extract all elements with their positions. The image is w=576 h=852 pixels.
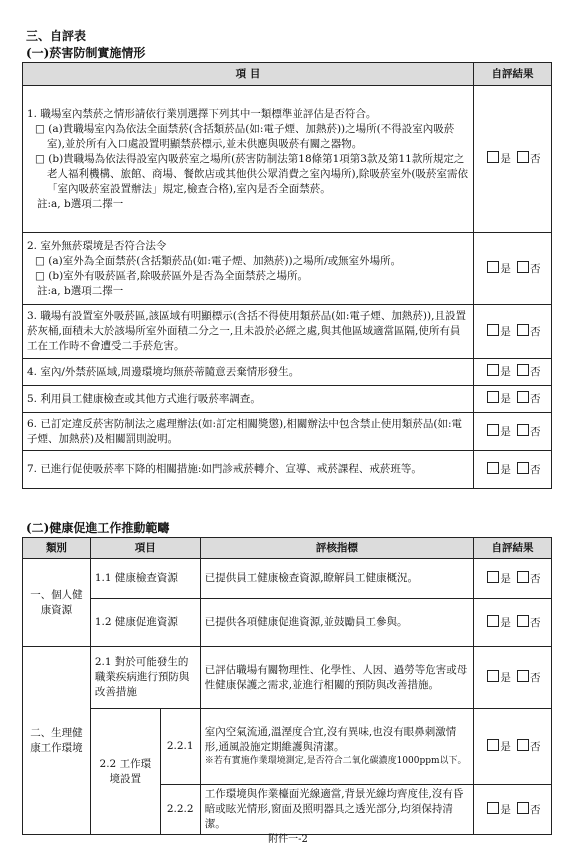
result-cell xyxy=(474,709,552,785)
part2-title: (二)健康促進工作推動範疇 xyxy=(26,521,170,535)
table-row xyxy=(23,451,474,489)
option-a: □ (a)貴職場室內為依法全面禁菸(含括類菸品(如:電子煙、加熱菸))之場所(不得設室內吸菸室),並於所有入口處設置明顯禁菸標示,並未供應與吸菸有關之器物。 xyxy=(35,122,455,150)
row-text: 2. 室外無菸環境是否符合法令 xyxy=(27,239,167,252)
row-text: 5. 利用員工健康檢查或其他方式進行吸菸率調查。 xyxy=(27,392,261,405)
no-checkbox[interactable] xyxy=(517,424,529,436)
row-note: 註:a, b選項二擇一 xyxy=(37,197,124,210)
yes-checkbox[interactable] xyxy=(487,261,499,273)
header-category: 類別 xyxy=(23,538,91,559)
header-indicator: 評核指標 xyxy=(200,538,473,559)
row-note: 註:a, b選項二擇一 xyxy=(37,284,124,297)
category-cell: 一、個人健康資源 xyxy=(23,559,91,647)
no-label: 否 xyxy=(530,740,541,753)
no-label: 否 xyxy=(530,153,541,165)
yes-checkbox[interactable] xyxy=(487,670,499,682)
no-checkbox[interactable] xyxy=(517,261,529,273)
page-footer: 附件一-2 xyxy=(268,834,308,845)
table-row xyxy=(23,359,474,386)
header-result: 自評結果 xyxy=(474,63,552,86)
table-row xyxy=(23,233,474,305)
yes-label: 是 xyxy=(500,740,511,753)
no-checkbox[interactable] xyxy=(517,670,529,682)
indicator-text: 室內空氣流通,溫溼度合宜,沒有異味,也沒有眼鼻刺激情形,通風設施定期維護與清潔。 xyxy=(204,726,457,753)
indicator-cell: 已提供各項健康促進資源,並鼓勵員工參與。 xyxy=(200,599,473,647)
yes-checkbox[interactable] xyxy=(487,802,499,814)
no-checkbox[interactable] xyxy=(517,151,529,163)
result-cell xyxy=(474,386,552,413)
indicator-cell: 已評估職場有關物理性、化學性、人因、過勞等危害或母性健康保護之需求,並進行相關的預防與改善措施。 xyxy=(200,647,473,709)
row-text: 6. 已訂定違反菸害防制法之處理辦法(如:訂定相關獎懲),相關辦法中包含禁止使用類菸品(如:電子煙、加熱菸)及相關罰則說明。 xyxy=(27,417,463,445)
no-label: 否 xyxy=(530,393,541,405)
result-cell xyxy=(474,233,552,305)
yes-label: 是 xyxy=(500,153,511,165)
result-cell xyxy=(474,599,552,647)
row-text: 1. 職場室內禁菸之情形請依行業別選擇下列其中一類標準並評估是否符合。 xyxy=(27,107,377,120)
indicator-cell xyxy=(200,709,473,785)
header-item: 項 目 xyxy=(23,63,474,86)
yes-label: 是 xyxy=(500,616,511,629)
yes-label: 是 xyxy=(500,463,511,476)
no-label: 否 xyxy=(530,803,541,816)
yes-checkbox[interactable] xyxy=(487,571,499,583)
section-title: 三、自評表 xyxy=(26,29,87,43)
row-text: 3. 職場有設置室外吸菸區,該區域有明顯標示(含括不得使用類菸品(如:電子煙、加熱菸)),且設置菸灰桶,面積未大於該場所室外面積二分之一,且未設於必經之處,與其他區域適當區隔,使所有員工在工作時不會遭受二手菸危害。 xyxy=(27,310,466,352)
yes-label: 是 xyxy=(500,393,511,405)
no-checkbox[interactable] xyxy=(517,802,529,814)
smoking-control-table xyxy=(22,62,552,489)
yes-label: 是 xyxy=(500,803,511,816)
no-label: 否 xyxy=(530,366,541,378)
no-label: 否 xyxy=(530,463,541,476)
result-cell xyxy=(474,559,552,599)
no-checkbox[interactable] xyxy=(517,571,529,583)
item-cell: 2.2 工作環境設置 xyxy=(90,709,160,835)
option-b: □ (b)貴職場為依法得設室內吸菸室之場所(菸害防制法第18條第1項第3款及第11款所規定之老人福利機構、旅館、商場、餐飲店或其他供公眾消費之室內場所),除吸菸室外(吸菸室需依「室內吸菸室設置辦法」規定,檢查合格),室內是否全面禁菸。 xyxy=(35,152,469,195)
subitem-cell: 2.2.2 xyxy=(160,785,200,835)
table-row xyxy=(23,386,474,413)
yes-checkbox[interactable] xyxy=(487,151,499,163)
yes-checkbox[interactable] xyxy=(487,424,499,436)
no-label: 否 xyxy=(530,616,541,629)
yes-label: 是 xyxy=(500,671,511,684)
header-result: 自評結果 xyxy=(474,538,552,559)
no-checkbox[interactable] xyxy=(517,462,529,474)
no-checkbox[interactable] xyxy=(517,739,529,751)
result-cell xyxy=(474,86,552,233)
result-cell xyxy=(474,359,552,386)
yes-label: 是 xyxy=(500,366,511,378)
table-row xyxy=(23,305,474,359)
yes-label: 是 xyxy=(500,572,511,585)
indicator-cell: 工作環境與作業檯面光線適當,背景光線均齊度佳,沒有昏暗或眩光情形,窗面及照明器具之透光部分,均須保持清潔。 xyxy=(200,785,473,835)
result-cell xyxy=(474,451,552,489)
table-row xyxy=(23,413,474,451)
item-cell: 1.2 健康促進資源 xyxy=(90,599,200,647)
item-cell: 2.1 對於可能發生的職業疾病進行預防與改善措施 xyxy=(90,647,200,709)
row-text: 4. 室內/外禁菸區域,周邊環境均無菸蒂隨意丟棄情形發生。 xyxy=(27,365,300,378)
no-checkbox[interactable] xyxy=(517,391,529,403)
result-cell xyxy=(474,413,552,451)
no-checkbox[interactable] xyxy=(517,364,529,376)
no-checkbox[interactable] xyxy=(517,324,529,336)
no-label: 否 xyxy=(530,671,541,684)
no-label: 否 xyxy=(530,572,541,585)
item-cell: 1.1 健康檢查資源 xyxy=(90,559,200,599)
no-checkbox[interactable] xyxy=(517,615,529,627)
no-label: 否 xyxy=(530,325,541,338)
yes-label: 是 xyxy=(500,325,511,338)
part1-title: (一)菸害防制實施情形 xyxy=(26,46,146,60)
yes-checkbox[interactable] xyxy=(487,324,499,336)
no-label: 否 xyxy=(530,262,541,275)
yes-checkbox[interactable] xyxy=(487,462,499,474)
yes-checkbox[interactable] xyxy=(487,364,499,376)
result-cell xyxy=(474,305,552,359)
table-row xyxy=(23,86,474,233)
option-a: □ (a)室外為全面禁菸(含括類菸品(如:電子煙、加熱菸))之場所/或無室外場所。 xyxy=(35,254,402,267)
indicator-note: ※若有實施作業環境測定,是否符合二氧化碳濃度1000ppm以下。 xyxy=(204,756,467,766)
indicator-cell: 已提供員工健康檢查資源,瞭解員工健康概況。 xyxy=(200,559,473,599)
header-item: 項目 xyxy=(90,538,200,559)
row-text: 7. 已進行促使吸菸率下降的相關措施:如門診戒菸轉介、宣導、戒菸課程、戒菸班等。 xyxy=(27,463,422,475)
category-cell: 二、生理健康工作環境 xyxy=(23,647,91,835)
no-label: 否 xyxy=(530,425,541,438)
yes-checkbox[interactable] xyxy=(487,615,499,627)
yes-checkbox[interactable] xyxy=(487,391,499,403)
subitem-cell: 2.2.1 xyxy=(160,709,200,785)
yes-label: 是 xyxy=(500,425,511,438)
result-cell xyxy=(474,785,552,835)
health-promotion-table xyxy=(22,537,552,835)
yes-label: 是 xyxy=(500,262,511,275)
yes-checkbox[interactable] xyxy=(487,739,499,751)
result-cell xyxy=(474,647,552,709)
option-b: □ (b)室外有吸菸區者,除吸菸區外是否為全面禁菸之場所。 xyxy=(35,269,309,282)
